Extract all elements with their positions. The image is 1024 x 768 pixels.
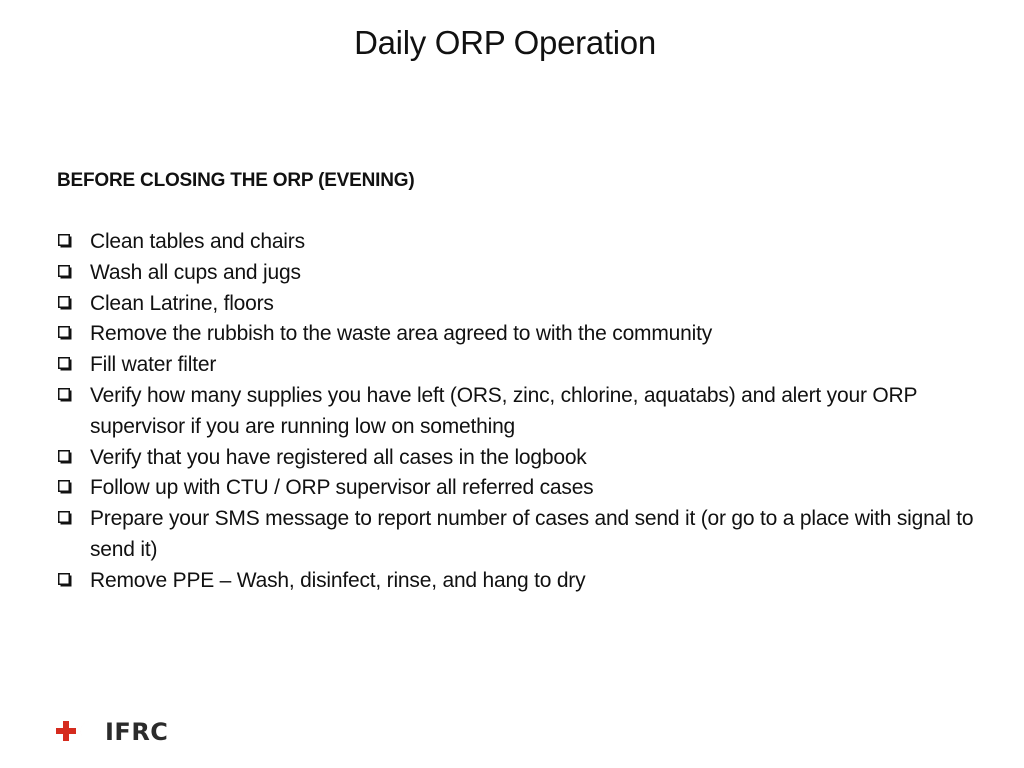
checklist-item [57, 381, 987, 443]
page-title: Daily ORP Operation [354, 24, 656, 61]
checkbox-square-icon [58, 450, 72, 464]
red-cross-red-crescent-icon [55, 719, 101, 745]
checklist-item-text: Prepare your SMS message to report number of cases and send it (or go to a place with signal to send it) [90, 507, 974, 561]
checklist-item-text: Clean Latrine, floors [90, 291, 274, 315]
checkbox-square-icon [58, 265, 72, 279]
checklist-item [57, 566, 987, 597]
ifrc-logo [55, 718, 168, 746]
checklist-item-text: Verify that you have registered all cases in the logbook [90, 445, 587, 469]
checklist-item [57, 504, 987, 566]
checkbox-square-icon [58, 234, 72, 248]
checkbox-square-icon [58, 480, 72, 494]
checkbox-square-icon [58, 326, 72, 340]
checklist-item [57, 319, 987, 350]
checklist-item-text: Verify how many supplies you have left (ORS, zinc, chlorine, aquatabs) and alert your ORP supervisor if you are running low on something [90, 383, 917, 438]
checkbox-square-icon [58, 357, 72, 371]
checkbox-square-icon [58, 388, 72, 402]
section-heading: BEFORE CLOSING THE ORP (EVENING) [57, 170, 415, 191]
checkbox-square-icon [58, 511, 72, 525]
checklist-item [57, 258, 987, 289]
checklist-item [57, 473, 987, 504]
checklist-item-text: Fill water filter [90, 353, 217, 377]
checklist-item-text: Remove PPE – Wash, disinfect, rinse, and hang to dry [90, 568, 586, 592]
checklist-item [57, 289, 987, 320]
checklist-item [57, 227, 987, 258]
checklist-item-text: Follow up with CTU / ORP supervisor all referred cases [90, 476, 594, 500]
checkbox-square-icon [58, 296, 72, 310]
checklist-item-text: Wash all cups and jugs [90, 260, 301, 284]
checklist-item-text: Clean tables and chairs [90, 230, 305, 253]
checklist-item-text: Remove the rubbish to the waste area agreed to with the community [90, 322, 713, 346]
checkbox-square-icon [58, 573, 72, 587]
logo-text: IFRC [105, 718, 169, 746]
checklist-item [57, 443, 987, 474]
checklist-item [57, 350, 987, 381]
checklist [57, 227, 987, 597]
